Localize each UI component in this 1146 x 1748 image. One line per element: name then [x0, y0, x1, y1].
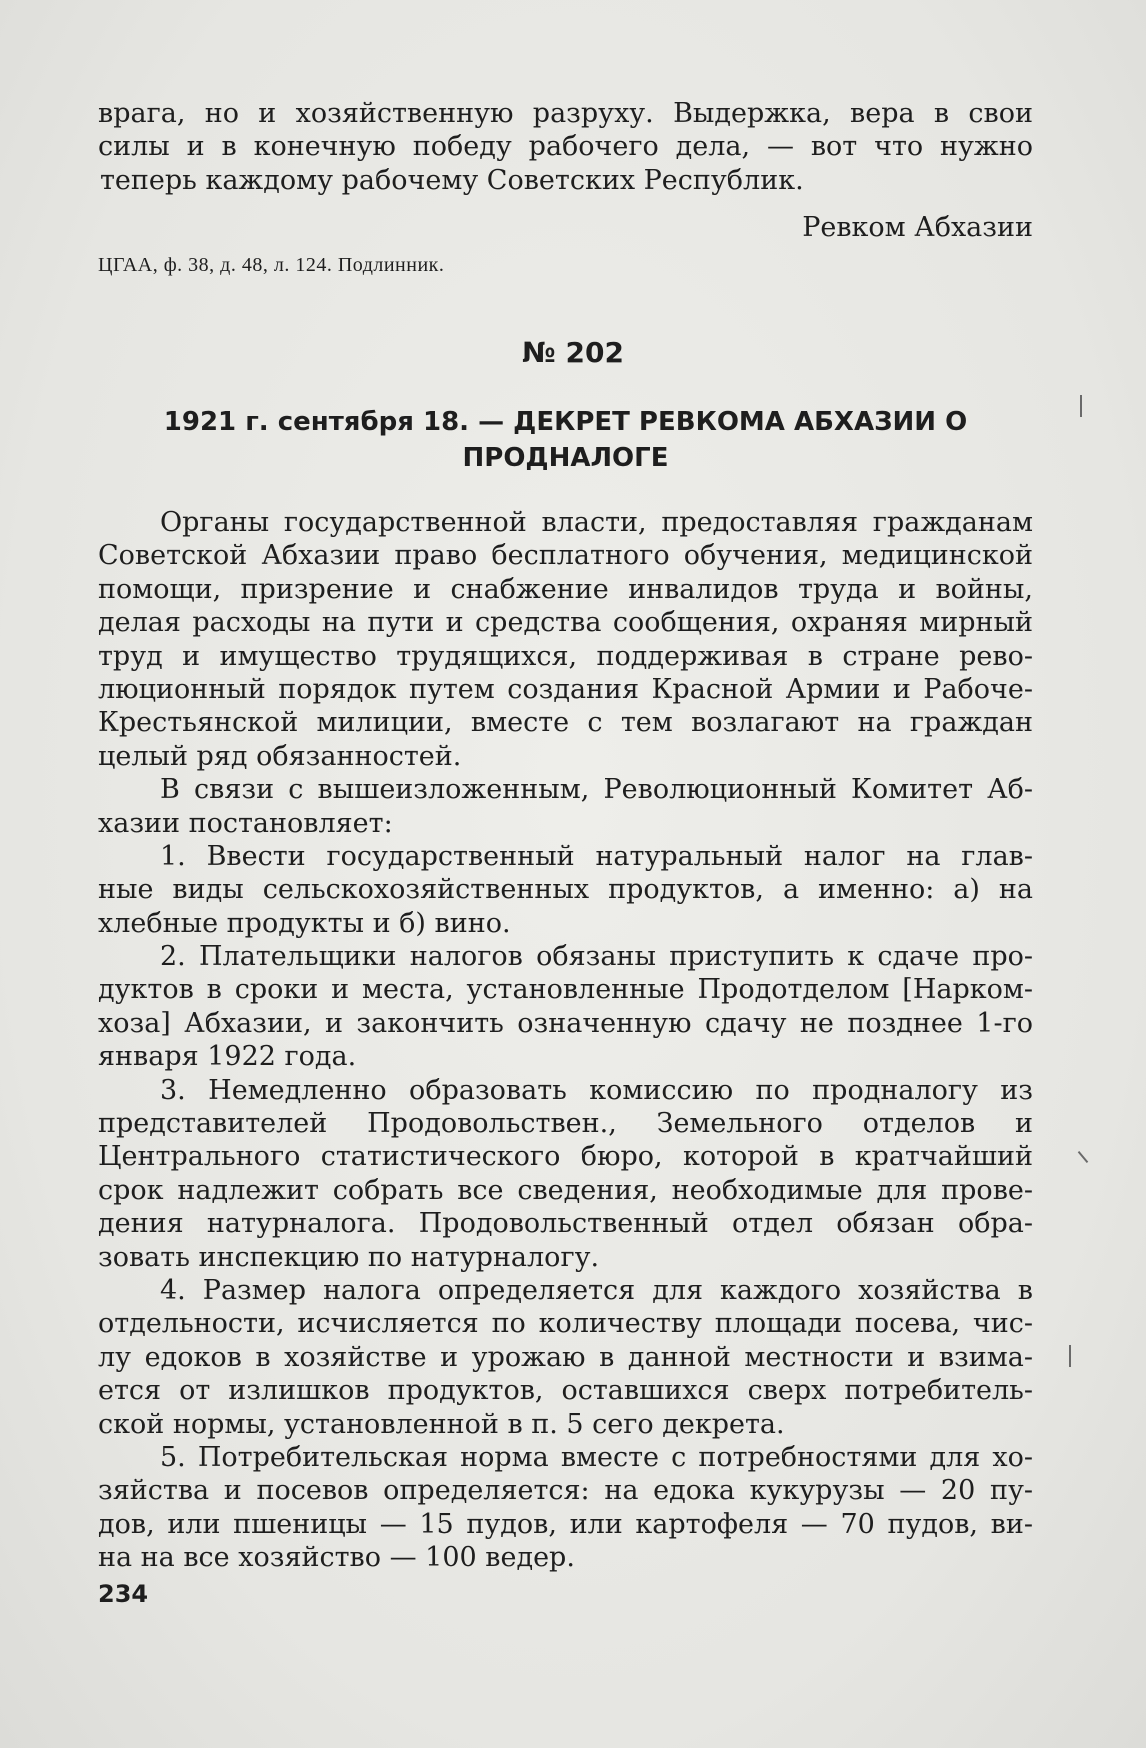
text-line: помощи, призрение и снабжение инвалидов труда и войны, [98, 573, 1033, 605]
document-number: № 202 [522, 336, 624, 369]
text-line: представителей Продовольствен., Земельного отделов и [98, 1108, 1033, 1140]
text-line: лу едоков в хозяйстве и урожаю в данной местности и взима- [98, 1341, 1033, 1373]
text-line: труд и имущество трудящихся, поддерживая в стране рево- [98, 640, 1033, 672]
text-line: Советской Абхазии право бесплатного обучения, медицинской [98, 540, 1033, 572]
text-line: 3. Немедленно образовать комиссию по продналогу из [160, 1074, 1033, 1106]
heading-line-2: ПРОДНАЛОГЕ [462, 443, 669, 473]
text-line: зовать инспекцию по натурналогу. [98, 1241, 600, 1273]
text-line: 1. Ввести государственный натуральный налог на глав- [160, 840, 1033, 872]
text-line: отдельности, исчисляется по количеству площади посева, чис- [98, 1308, 1033, 1340]
text-line: хлебные продукты и б) вино. [98, 907, 511, 939]
heading-line-1: 1921 г. сентября 18. — ДЕКРЕТ РЕВКОМА АБХАЗИИ О [163, 407, 968, 437]
text-line: Крестьянской милиции, вместе с тем возлагают на граждан [98, 707, 1033, 739]
page-number: 234 [98, 1580, 149, 1608]
document-heading [98, 404, 1033, 476]
text-line: силы и в конечную победу рабочего дела, — вот что нужно [98, 131, 1033, 163]
text-line: срок надлежит собрать все сведения, необходимые для прове- [98, 1174, 1033, 1206]
text-line: Органы государственной власти, предоставляя гражданам [160, 507, 1033, 538]
text-line: В связи с вышеизложенным, Революционный Комитет Аб- [160, 774, 1033, 806]
text-line: 2. Плательщики налогов обязаны приступить к сдаче про- [160, 941, 1033, 973]
signature: Ревком Абхазии [802, 212, 1033, 244]
text-line: Центрального статистического бюро, которой в кратчайший [98, 1141, 1033, 1173]
text-line: дуктов в сроки и места, установленные Продотделом [Нарком- [98, 974, 1033, 1006]
text-line: хазии постановляет: [98, 807, 393, 839]
text-line: целый ряд обязанностей. [98, 740, 462, 772]
text-line: ные виды сельскохозяйственных продуктов, а именно: а) на [98, 874, 1033, 906]
scan-mark [1069, 1345, 1071, 1367]
text-line: ской нормы, установленной в п. 5 сего декрета. [98, 1408, 785, 1440]
scan-mark [1080, 395, 1082, 417]
decree-body [98, 506, 1033, 1575]
text-line: теперь каждому рабочему Советских Республик. [100, 164, 804, 196]
text-line: дов, или пшеницы — 15 пудов, или картофеля — 70 пудов, ви- [98, 1508, 1033, 1540]
text-line: ется от излишков продуктов, оставшихся сверх потребитель- [98, 1375, 1033, 1407]
scan-mark [1078, 1151, 1089, 1163]
text-line: 5. Потребительская норма вместе с потребностями для хо- [160, 1441, 1033, 1473]
text-line: 4. Размер налога определяется для каждого хозяйства в [160, 1274, 1033, 1306]
text-line: зяйства и посевов определяется: на едока кукурузы — 20 пу- [98, 1475, 1033, 1507]
text-line: января 1922 года. [98, 1041, 357, 1073]
text-line: на на все хозяйство — 100 ведер. [98, 1542, 575, 1574]
text-line: дения натурналога. Продовольственный отдел обязан обра- [98, 1208, 1033, 1240]
preceding-text [98, 97, 1033, 245]
text-line: люционный порядок путем создания Красной Армии и Рабоче- [98, 673, 1033, 705]
text-line: врага, но и хозяйственную разруху. Выдержка, вера в свои [98, 98, 1033, 129]
archive-reference: ЦГАА, ф. 38, д. 48, л. 124. Подлинник. [98, 254, 445, 276]
text-line: хоза] Абхазии, и закончить означенную сдачу не позднее 1-го [98, 1007, 1033, 1039]
text-line: делая расходы на пути и средства сообщения, охраняя мирный [98, 607, 1033, 639]
